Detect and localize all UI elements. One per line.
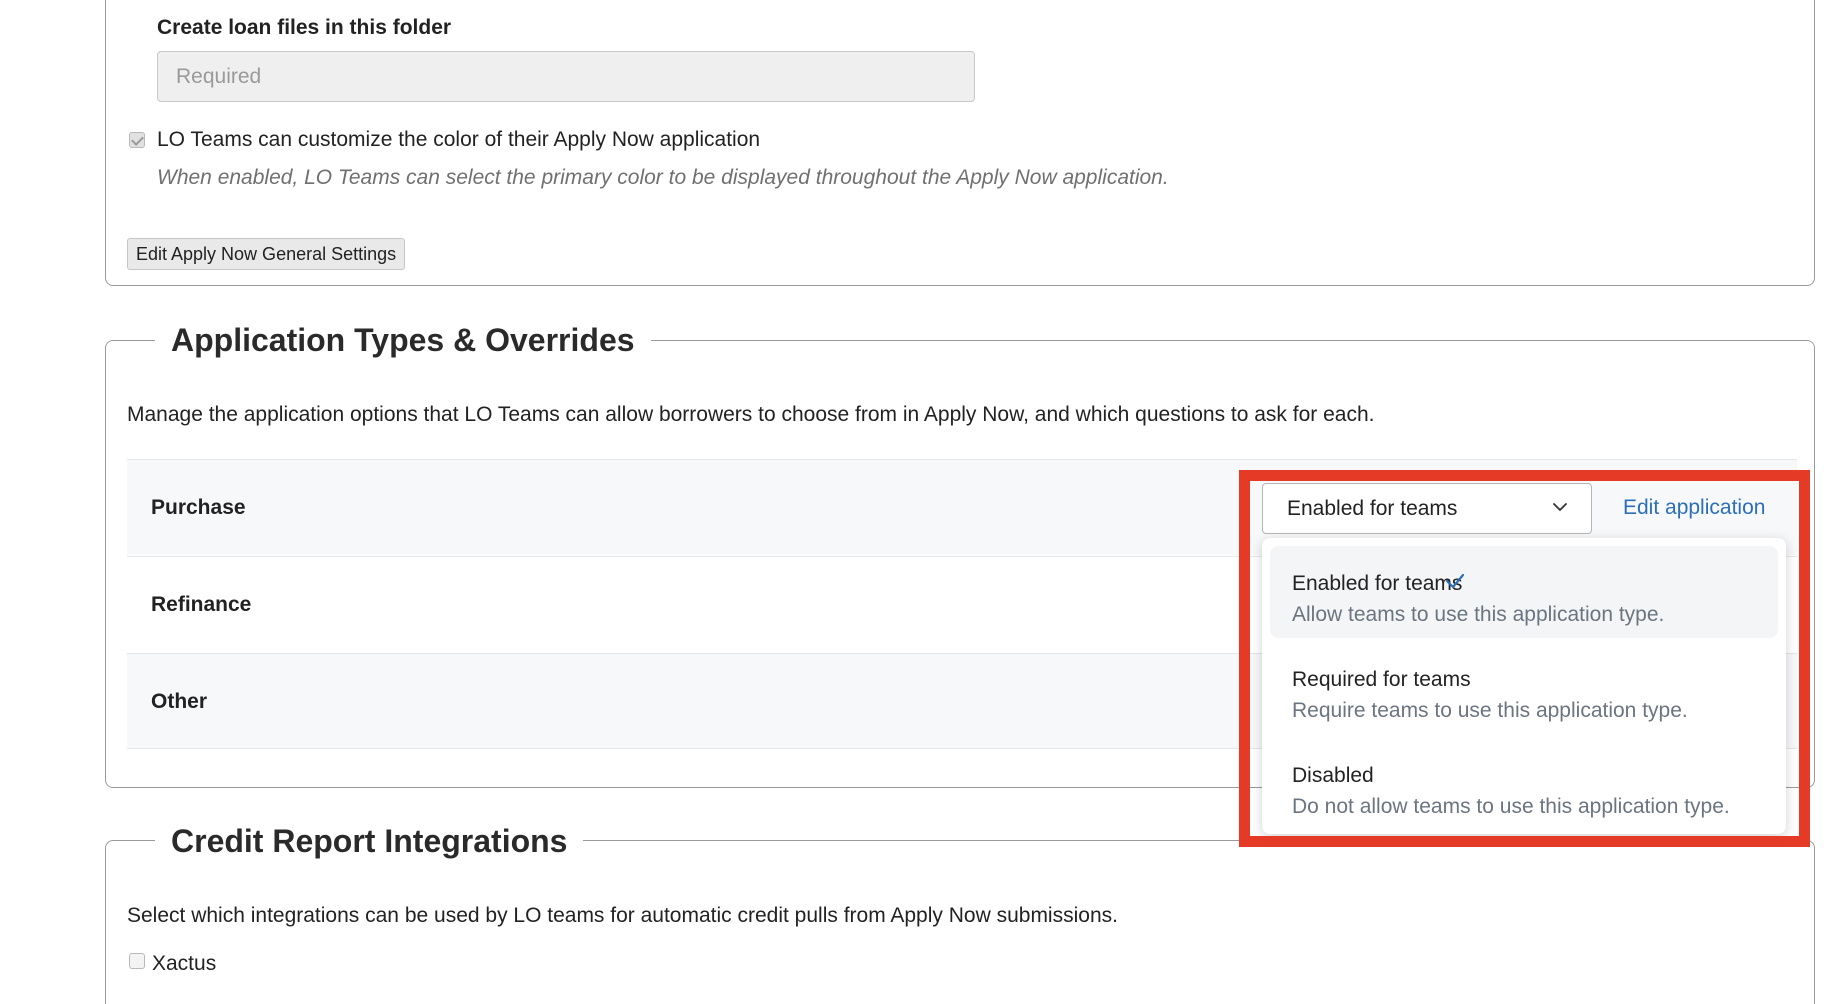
- highlight-box: [1239, 470, 1810, 847]
- folder-label: Create loan files in this folder: [157, 16, 452, 39]
- edit-application-link[interactable]: Edit application: [1623, 496, 1766, 519]
- xactus-label: Xactus: [152, 952, 217, 975]
- option-description: Require teams to use this application type.: [1292, 699, 1688, 722]
- select-value: Enabled for teams: [1287, 497, 1458, 520]
- option-title: Disabled: [1292, 764, 1374, 787]
- option-description: Do not allow teams to use this application type.: [1292, 795, 1730, 818]
- row-label: Refinance: [151, 593, 252, 616]
- customize-color-label: LO Teams can customize the color of their Apply Now application: [157, 128, 761, 151]
- option-title: Enabled for teams: [1292, 572, 1463, 595]
- row-label: Other: [151, 690, 208, 713]
- application-types-title: Application Types & Overrides: [155, 320, 651, 360]
- xactus-checkbox[interactable]: [129, 953, 145, 969]
- customize-color-checkbox[interactable]: [129, 132, 145, 148]
- application-types-description: Manage the application options that LO Teams can allow borrowers to choose from in Apply Now, and which questions to ask for each.: [127, 403, 1375, 426]
- option-description: Allow teams to use this application type.: [1292, 603, 1665, 626]
- folder-input[interactable]: [157, 51, 975, 102]
- option-title: Required for teams: [1292, 668, 1471, 691]
- edit-general-settings-button[interactable]: Edit Apply Now General Settings: [127, 238, 405, 270]
- row-label: Purchase: [151, 496, 246, 519]
- customize-color-help: When enabled, LO Teams can select the primary color to be displayed throughout the Apply Now application.: [157, 166, 1169, 189]
- credit-report-description: Select which integrations can be used by LO teams for automatic credit pulls from Apply Now submissions.: [127, 904, 1118, 927]
- credit-report-title: Credit Report Integrations: [155, 821, 583, 861]
